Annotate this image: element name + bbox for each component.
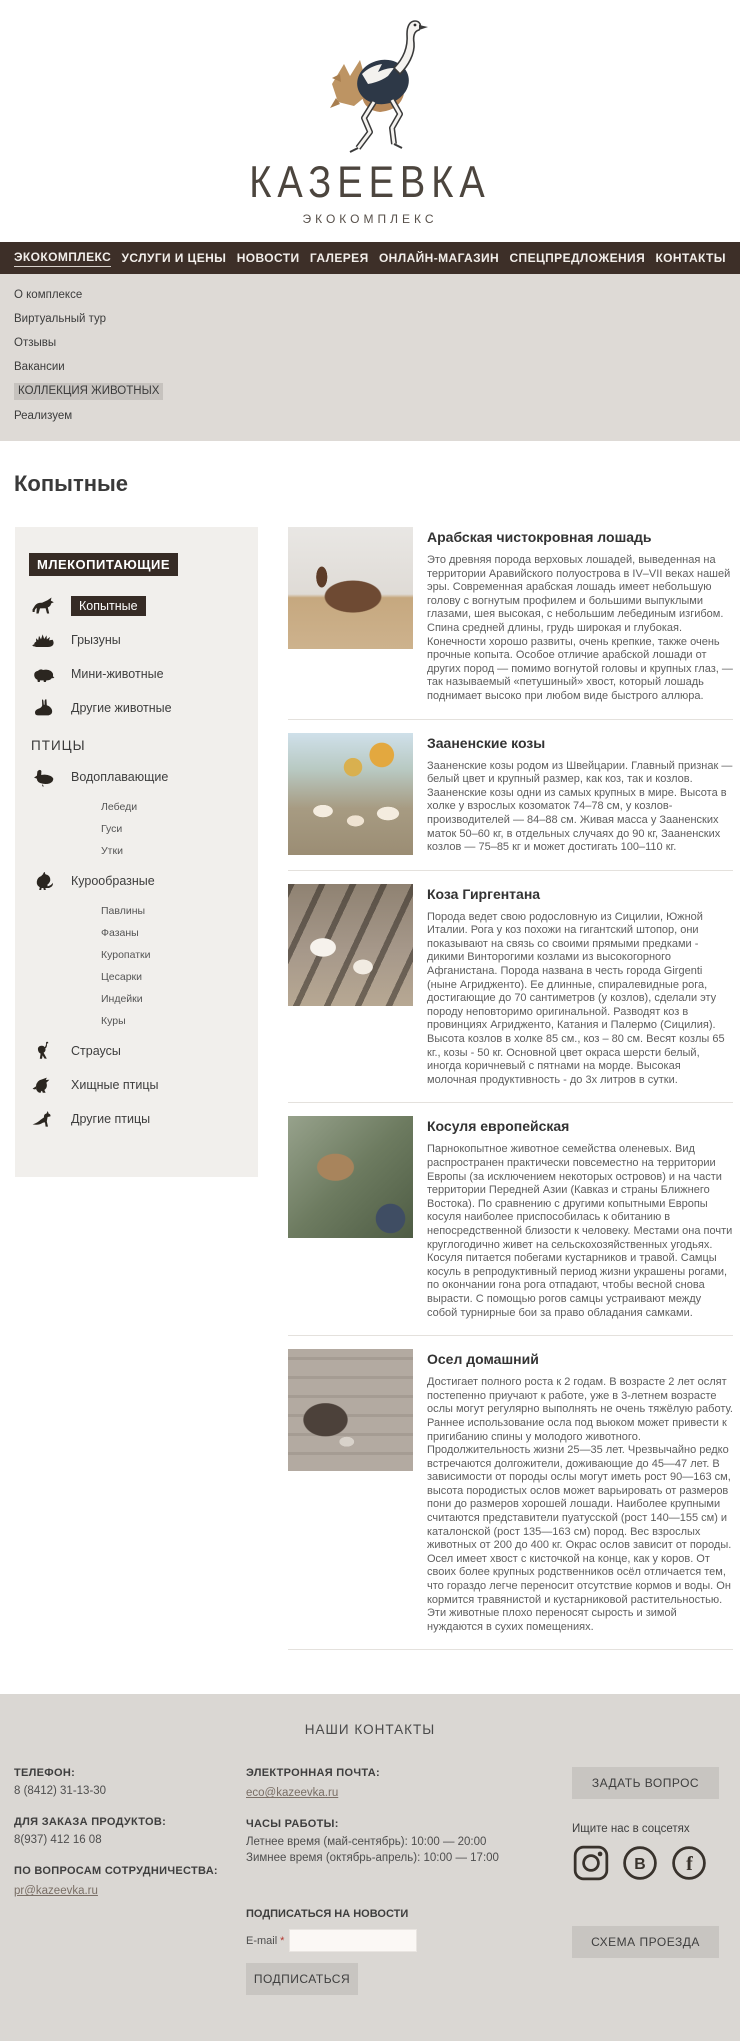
footer-info-column xyxy=(246,1767,572,1995)
sidebar-section-mammals: МЛЕКОПИТАЮЩИЕ xyxy=(29,553,178,576)
animal-photo xyxy=(288,527,413,649)
brand-subtitle: ЭКОКОМПЛЕКС xyxy=(302,212,438,226)
sidebar-subitem-partridges[interactable]: Куропатки xyxy=(101,949,151,961)
animal-description: Порода ведет свою родословную из Сицилии, Южной Италии. Рога у коз похожи на гигантский штопор, они показывают на связь со своими прямыми предками - дикими Винторогими козлами из высокогорного Афганистана. Порода названа в честь города Girgenti (ныне Агридженто). Ее длинные, спиралевидные рога, достигающие до 70 сантиметров (у козлов), сделали эту породу неповторимо оригинальной. Разводят коз в провинциях Агридженто, Катания и Палермо (Сицилия). Высота козлов в холке 85 см., коз – 80 см. Весят козлы 65 кг., козы - 50 кг. Основной цвет окраса шерсти белый, иногда коричневый с пятнами на морде. Высокая молочная продуктивность - до 3х литров в сутки. xyxy=(427,910,725,1086)
animal-description: Парнокопытное животное семейства оленевых. Вид распространен практически повсеместно на территории Европы (за исключением некоторых островов) и на части территории Передней Азии (Кавказ и страны Ближнего Востока). По сравнению с другими копытными Европы косуля наиболее приспособилась к обитанию в непосредственной близости к человеку. Местами она почти круглогодично живет на сельскохозяйственных угодьях. Косуля питается побегами кустарников и травой. Самцы косуль в репродуктивный период жизни украшены рогами, по окончании гона рога отпадают, чтобы весной снова вырасти. С помощью рогов самцы устраивают между собой турнирные бои за право обладания самками. xyxy=(427,1143,733,1319)
horse-icon xyxy=(29,596,59,616)
ostrich-logo xyxy=(270,12,470,160)
animal-card xyxy=(288,527,733,720)
nav-special-offers[interactable]: СПЕЦПРЕДЛОЖЕНИЯ xyxy=(509,251,646,265)
ostrich-icon xyxy=(29,1041,59,1061)
sidebar-section-birds: ПТИЦЫ xyxy=(31,738,86,753)
sidebar-subitem-peacocks[interactable]: Павлины xyxy=(101,905,146,917)
social-label: Ищите нас в соцсетях xyxy=(572,1823,690,1836)
submenu-we-sell[interactable]: Реализуем xyxy=(14,410,73,422)
sidebar-item-waterfowl[interactable]: Водоплавающие xyxy=(29,767,248,787)
svg-text:В: В xyxy=(634,1856,646,1874)
submenu-virtual-tour[interactable]: Виртуальный тур xyxy=(14,313,106,325)
sidebar-item-ostriches[interactable]: Страусы xyxy=(29,1041,248,1061)
phone-label: ТЕЛЕФОН: xyxy=(14,1767,76,1780)
instagram-icon[interactable] xyxy=(572,1844,610,1882)
footer-contacts-column xyxy=(14,1767,246,1995)
porcupine-icon xyxy=(29,630,59,650)
subscribe-block xyxy=(246,1908,572,1995)
animal-photo xyxy=(288,884,413,1006)
nav-gallery[interactable]: ГАЛЕРЕЯ xyxy=(309,251,369,265)
sidebar-subitem-pheasants[interactable]: Фазаны xyxy=(101,927,139,939)
footer-actions-column xyxy=(572,1767,726,1995)
duck-icon xyxy=(29,767,59,787)
animal-name: Коза Гиргентана xyxy=(427,885,541,902)
animal-description: Зааненские козы родом из Швейцарии. Главный признак — белый цвет и крупный размер, как коз, так и козлов. Зааненские козы одни из самых крупных в мире. Высота в холке у взрослых козоматок 74–78 см, у козлов-производителей — 84–88 см. Живая масса у Зааненских маток 50–60 кг, в отдельных случаях до 90 кг, Зааненских козлов — 75–85 кг и может достигать 100–110 кг. xyxy=(427,759,733,854)
route-map-button[interactable]: СХЕМА ПРОЕЗДА xyxy=(572,1926,719,1958)
sidebar-item-other-birds[interactable]: Другие птицы xyxy=(29,1109,248,1129)
animal-card xyxy=(288,1103,733,1336)
facebook-icon[interactable] xyxy=(670,1844,708,1882)
ask-question-button[interactable]: ЗАДАТЬ ВОПРОС xyxy=(572,1767,719,1799)
animal-name: Арабская чистокровная лошадь xyxy=(427,529,652,545)
sidebar-subitem-geese[interactable]: Гуси xyxy=(101,823,123,835)
animal-description: Достигает полного роста к 2 годам. В возрасте 2 лет ослят постепенно приучают к работе, уже в 3-летнем возрасте ослы могут регулярно выполнять не очень тяжёлую работу. Раннее использование осла под вьюком может привести к пригибанию спины у молодого животного. Продолжительность жизни 25—35 лет. Чрезвычайно редко встречаются долгожители, доживающие до 45—47 лет. В зависимости от породы ослы могут иметь рост 90—163 см, высота породистых ослов может варьировать от размеров пони до размеров хорошей лошади. Наиболее крупными считаются представители пуатусской (рост 140—155 см) и каталонской (рост 135—163 см) пород. Вес взрослых животных от 200 до 400 кг. Окрас ослов зависит от породы. Осел имеет хвост с кисточкой на конце, как у коров. От своих более крупных родственников осёл отличается тем, что гораздо легче переносит отсутствие кормов и воды. Он кормится травянистой и кустарниковой растительностью. Эти животные плохо переносят сырость и зимой нуждаются в сухих помещениях. xyxy=(427,1376,733,1633)
animal-name: Осел домашний xyxy=(427,1351,539,1368)
nav-ecocomplex[interactable]: ЭКОКОМПЛЕКС xyxy=(14,250,111,267)
brand-title: КАЗЕЕВКА xyxy=(249,158,491,208)
phone-number: 8 (8412) 31-13-30 xyxy=(14,1785,107,1798)
sidebar-subitem-guinea-fowl[interactable]: Цесарки xyxy=(101,971,142,983)
nav-services-prices[interactable]: УСЛУГИ И ЦЕНЫ xyxy=(121,251,227,265)
sidebar-item-galliformes[interactable]: Курообразные xyxy=(29,871,248,891)
svg-text:f: f xyxy=(686,1853,693,1876)
email-field-label: E-mail xyxy=(246,1934,278,1947)
nav-online-shop[interactable]: ОНЛАЙН-МАГАЗИН xyxy=(378,251,500,265)
animal-photo xyxy=(288,1116,413,1238)
subscribe-label: ПОДПИСАТЬСЯ НА НОВОСТИ xyxy=(246,1908,409,1921)
subscribe-email-input[interactable] xyxy=(289,1929,417,1952)
cooperation-email-link[interactable]: pr@kazeevka.ru xyxy=(14,1885,98,1898)
nav-contacts[interactable]: КОНТАКТЫ xyxy=(655,251,726,265)
animal-categories-sidebar xyxy=(15,527,258,1177)
orders-phone-number: 8(937) 412 16 08 xyxy=(14,1834,102,1847)
sidebar-subitem-swans[interactable]: Лебеди xyxy=(101,801,138,813)
cooperation-label: ПО ВОПРОСАМ СОТРУДНИЧЕСТВА: xyxy=(14,1865,218,1878)
animal-cards xyxy=(288,527,733,1650)
animal-description: Это древняя порода верховых лошадей, выведенная на территории Аравийского полуострова в IV–VII веках нашей эры. Современная арабская лошадь имеет небольшую голову с вогнутым профилем и большими выпуклыми глазами, шея высокая, с небольшим лебединым изгибом. Спина средней длины, грудь широкая и глубокая. Конечности хорошо развиты, очень крепкие, также очень прочные копыта. Особое отличие арабской лошади от других пород — помимо вогнутой головы и крупных глаз, — так называемый «петушиный» хвост, который лошадь поднимает высоко при любом виде быстрого аллюра. xyxy=(427,554,733,702)
animal-name: Зааненские козы xyxy=(427,734,546,751)
submenu-animal-collection[interactable]: КОЛЛЕКЦИЯ ЖИВОТНЫХ xyxy=(0,380,740,401)
email-link[interactable]: eco@kazeevka.ru xyxy=(246,1787,339,1800)
hen-icon xyxy=(29,871,59,891)
sidebar-item-hoofed[interactable]: Копытные xyxy=(29,596,248,616)
sidebar-item-other-animals[interactable]: Другие животные xyxy=(29,698,248,718)
submenu-reviews[interactable]: Отзывы xyxy=(14,337,57,349)
vk-icon[interactable] xyxy=(621,1844,659,1882)
animal-photo xyxy=(288,1349,413,1471)
rabbit-icon xyxy=(29,698,59,718)
sidebar-item-birds-of-prey[interactable]: Хищные птицы xyxy=(29,1075,248,1095)
hours-label: ЧАСЫ РАБОТЫ: xyxy=(246,1818,339,1831)
sidebar-item-rodents[interactable]: Грызуны xyxy=(29,630,248,650)
content-layout xyxy=(0,527,740,1650)
orders-label: ДЛЯ ЗАКАЗА ПРОДУКТОВ: xyxy=(14,1816,167,1829)
footer-heading: НАШИ КОНТАКТЫ xyxy=(304,1722,436,1738)
hours-winter: Зимнее время (октябрь-апрель): 10:00 — 17:00 xyxy=(246,1852,499,1865)
submenu xyxy=(0,274,740,441)
sidebar-subitem-turkeys[interactable]: Индейки xyxy=(101,993,143,1005)
nav-news[interactable]: НОВОСТИ xyxy=(236,251,300,265)
main-nav xyxy=(0,242,740,274)
pig-icon xyxy=(29,664,59,684)
peacock-icon xyxy=(29,1109,59,1129)
animal-card xyxy=(288,871,733,1104)
sidebar-subitem-chickens[interactable]: Куры xyxy=(101,1015,126,1027)
required-mark: * xyxy=(280,1934,285,1947)
animal-card xyxy=(288,1336,733,1650)
page-title: Копытные xyxy=(14,471,129,496)
animal-card xyxy=(288,720,733,871)
sidebar-subitem-ducks[interactable]: Утки xyxy=(101,845,123,857)
submenu-about[interactable]: О комплексе xyxy=(14,289,83,301)
raptor-icon xyxy=(29,1075,59,1095)
site-footer xyxy=(0,1694,740,2041)
submenu-vacancies[interactable]: Вакансии xyxy=(14,361,65,373)
email-label: ЭЛЕКТРОННАЯ ПОЧТА: xyxy=(246,1767,380,1780)
animal-name: Косуля европейская xyxy=(427,1118,570,1135)
hours-summer: Летнее время (май-сентябрь): 10:00 — 20:00 xyxy=(246,1836,487,1849)
sidebar-item-mini-animals[interactable]: Мини-животные xyxy=(29,664,248,684)
subscribe-button[interactable]: ПОДПИСАТЬСЯ xyxy=(246,1963,358,1995)
animal-photo xyxy=(288,733,413,855)
site-header xyxy=(0,0,740,226)
